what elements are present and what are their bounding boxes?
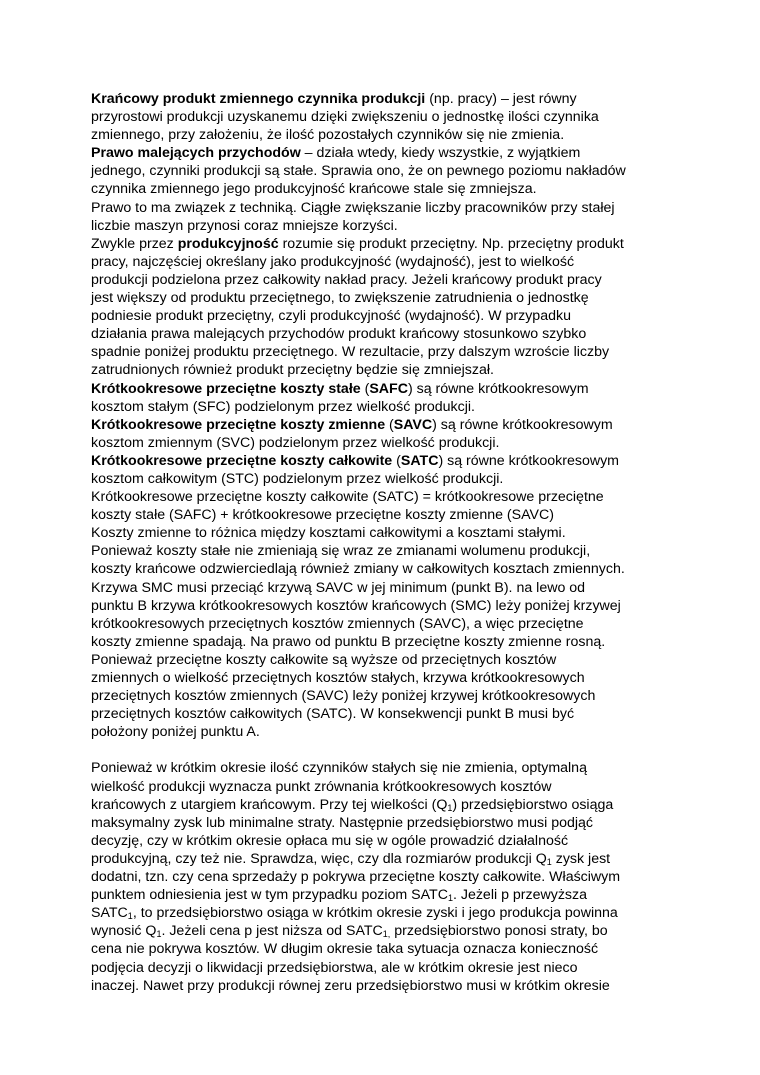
text-line xyxy=(91,307,691,325)
text-run: kosztom zmiennym (SVC) podzielonym przez wielkość produkcji. xyxy=(91,434,500,451)
text-run: działania prawa malejących przychodów produkt krańcowy stosunkowo szybko xyxy=(91,326,587,343)
text-run: Ponieważ w krótkim okresie ilość czynników stałych się nie zmienia, optymalną xyxy=(91,760,587,777)
text-line xyxy=(91,633,691,651)
bold-term: SAVC xyxy=(393,416,433,433)
text-line xyxy=(91,542,691,560)
text-run: wielkość produkcji wyznacza punkt zrównania krótkookresowych kosztów xyxy=(91,778,552,795)
text-line xyxy=(91,959,691,977)
bold-term: Krótkookresowe przeciętne koszty całkowite xyxy=(91,452,393,469)
text-line xyxy=(91,850,691,868)
text-run: przyrostowi produkcji uzyskanemu dzięki zwiększeniu o jednostkę ilości czynnika xyxy=(91,109,599,126)
subscript: 1, xyxy=(382,929,391,940)
text-line xyxy=(91,759,691,777)
subscript: 1 xyxy=(127,911,133,922)
paragraph xyxy=(91,488,691,524)
text-line xyxy=(91,506,691,524)
text-line xyxy=(91,977,691,995)
paragraph xyxy=(91,380,691,416)
text-run: pracy, najczęściej określany jako produkcyjność (wydajność), jest to wielkość xyxy=(91,253,575,270)
bold-term: SAFC xyxy=(369,380,408,397)
text-line xyxy=(91,687,691,705)
text-run: Ponieważ przeciętne koszty całkowite są wyższe od przeciętnych kosztów xyxy=(91,651,557,668)
text-line xyxy=(91,162,691,180)
text-run: jest większy od produktu przeciętnego, to zwiększenie zatrudnienia o jednostkę xyxy=(91,290,589,307)
text-line xyxy=(91,922,691,940)
text-run: przeciętnych kosztów zmiennych (SAVC) leży poniżej krzywej krótkookresowych xyxy=(91,688,596,705)
text-line xyxy=(91,524,691,542)
text-run: krańcowych z utargiem krańcowym. Przy tej wielkości (Q xyxy=(91,796,448,813)
text-line xyxy=(91,940,691,958)
text-run: decyzję, czy w krótkim okresie opłaca mu się w ogóle prowadzić działalność xyxy=(91,832,569,849)
text-run: koszty zmienne spadają. Na prawo od punktu B przeciętne koszty zmienne rosną. xyxy=(91,633,606,650)
paragraph xyxy=(91,235,691,380)
text-run: położony poniżej punktu A. xyxy=(91,724,260,741)
text-line xyxy=(91,217,691,235)
text-line xyxy=(91,560,691,578)
text-line xyxy=(91,597,691,615)
bold-term: SATC xyxy=(400,452,439,469)
text-run: , to przedsiębiorstwo osiąga w krótkim okresie zyski i jego produkcja powinna xyxy=(132,905,618,922)
text-line xyxy=(91,705,691,723)
text-line xyxy=(91,796,691,814)
text-line xyxy=(91,416,691,434)
text-line xyxy=(91,452,691,470)
text-run: podjęcia decyzji o likwidacji przedsiębiorstwa, ale w krótkim okresie jest nieco xyxy=(91,959,578,976)
paragraph xyxy=(91,144,691,198)
bold-term: Krótkookresowe przeciętne koszty stałe xyxy=(91,380,361,397)
text-run: ) są równe krótkookresowym xyxy=(438,452,620,469)
text-run: przeciętnych kosztów całkowitych (SATC). W konsekwencji punkt B musi być xyxy=(91,706,575,723)
text-run: Krótkookresowe przeciętne koszty całkowite (SATC) = krótkookresowe przeciętne xyxy=(91,489,604,506)
text-line xyxy=(91,90,691,108)
text-run: krótkookresowych przeciętnych kosztów zmiennych (SAVC), a więc przeciętne xyxy=(91,615,584,632)
subscript: 1 xyxy=(546,856,552,867)
text-run: zysk jest xyxy=(551,850,611,867)
bold-term: Krótkookresowe przeciętne koszty zmienne xyxy=(91,416,386,433)
text-run: zmiennego, przy założeniu, że ilość pozostałych czynników się nie zmienia. xyxy=(91,127,565,144)
text-run: kosztom stałym (SFC) podzielonym przez wielkość produkcji. xyxy=(91,398,475,415)
subscript: 1 xyxy=(156,929,162,940)
text-line xyxy=(91,199,691,217)
text-run: . Jeżeli p przewyższa xyxy=(452,887,588,904)
paragraph xyxy=(91,759,691,994)
text-run: jednego, czynniki produkcji są stałe. Sprawia ono, że on pewnego poziomu nakładów xyxy=(91,163,626,180)
paragraph xyxy=(91,542,691,578)
text-run: – działa wtedy, kiedy wszystkie, z wyjątkiem xyxy=(300,145,581,162)
text-line xyxy=(91,832,691,850)
text-run: ( xyxy=(360,380,370,397)
blank-line xyxy=(91,741,691,759)
text-line xyxy=(91,271,691,289)
text-line xyxy=(91,651,691,669)
text-run: rozumie się produkt przeciętny. Np. przeciętny produkt xyxy=(278,235,624,252)
text-line xyxy=(91,669,691,687)
paragraph xyxy=(91,199,691,235)
text-run: koszty stałe (SAFC) + krótkookresowe przeciętne koszty zmienne (SAVC) xyxy=(91,507,554,524)
text-line xyxy=(91,343,691,361)
text-line xyxy=(91,778,691,796)
text-run: punktem odniesienia jest w tym przypadku poziom SATC xyxy=(91,887,448,904)
paragraph xyxy=(91,452,691,488)
document-page xyxy=(91,90,691,995)
text-line xyxy=(91,235,691,253)
text-run: Koszty zmienne to różnica między kosztami całkowitymi a kosztami stałymi. xyxy=(91,525,566,542)
text-line xyxy=(91,361,691,379)
text-line xyxy=(91,434,691,452)
text-run: Zwykle przez xyxy=(91,235,178,252)
text-run: ) są równe krótkookresowym xyxy=(407,380,589,397)
text-line xyxy=(91,488,691,506)
text-run: punktu B krzywa krótkookresowych kosztów krańcowych (SMC) leży poniżej krzywej xyxy=(91,597,621,614)
subscript: 1 xyxy=(447,802,453,813)
bold-term: Krańcowy produkt zmiennego czynnika produkcji xyxy=(91,91,426,107)
text-line xyxy=(91,398,691,416)
text-line xyxy=(91,253,691,271)
text-run: cena nie pokrywa kosztów. W długim okresie taka sytuacja oznacza konieczność xyxy=(91,941,599,958)
text-line xyxy=(91,380,691,398)
paragraph xyxy=(91,90,691,144)
text-run: ( xyxy=(385,416,394,433)
text-run: (np. pracy) – jest równy xyxy=(425,91,577,107)
text-run: koszty krańcowe odzwierciedlają również zmiany w całkowitych kosztach zmiennych. xyxy=(91,561,625,578)
bold-term: produkcyjność xyxy=(177,235,279,252)
text-line xyxy=(91,108,691,126)
subscript: 1 xyxy=(447,893,453,904)
text-line xyxy=(91,886,691,904)
text-run: spadnie poniżej produktu przeciętnego. W rezultacie, przy dalszym wzroście liczby xyxy=(91,344,610,361)
text-run: zatrudnionych również produkt przeciętny będzie się zmniejszał. xyxy=(91,362,494,379)
paragraph xyxy=(91,524,691,542)
text-line xyxy=(91,180,691,198)
text-line xyxy=(91,814,691,832)
text-line xyxy=(91,289,691,307)
text-run: wynosić Q xyxy=(91,923,157,940)
paragraph xyxy=(91,416,691,452)
text-run: ) przedsiębiorstwo osiąga xyxy=(452,796,614,813)
text-run: czynnika zmiennego jego produkcyjność krańcowe stale się zmniejsza. xyxy=(91,181,537,198)
text-run: inaczej. Nawet przy produkcji równej zeru przedsiębiorstwo musi w krótkim okresie xyxy=(91,977,610,994)
text-line xyxy=(91,144,691,162)
text-run: ) są równe krótkookresowym xyxy=(432,416,613,433)
text-line xyxy=(91,904,691,922)
text-line xyxy=(91,325,691,343)
paragraph xyxy=(91,579,691,651)
text-run: zmiennych o wielkość przeciętnych kosztów stałych, krzywa krótkookresowych xyxy=(91,670,585,686)
text-run: maksymalny zysk lub minimalne straty. Następnie przedsiębiorstwo musi podjąć xyxy=(91,814,594,831)
text-run: SATC xyxy=(91,905,128,922)
text-run: podniesie produkt przeciętny, czyli produkcyjność (wydajność). W przypadku xyxy=(91,308,571,325)
text-run: przedsiębiorstwo ponosi straty, bo xyxy=(390,923,608,940)
text-run: produkcji podzielona przez całkowity nakład pracy. Jeżeli krańcowy produkt pracy xyxy=(91,271,602,288)
text-run: kosztom całkowitym (STC) podzielonym przez wielkość produkcji. xyxy=(91,470,504,487)
text-run: Krzywa SMC musi przeciąć krzywą SAVC w jej minimum (punkt B). na lewo od xyxy=(91,579,586,596)
text-run: ( xyxy=(392,452,401,469)
text-run: . Jeżeli cena p jest niższa od SATC xyxy=(161,923,383,940)
text-run: dodatni, tzn. czy cena sprzedaży p pokrywa przeciętne koszty całkowite. Właściwym xyxy=(91,869,621,886)
text-run: produkcyjną, czy też nie. Sprawdza, więc, czy dla rozmiarów produkcji Q xyxy=(91,850,547,867)
text-run: Prawo to ma związek z techniką. Ciągłe zwiększanie liczby pracowników przy stałej xyxy=(91,199,615,216)
text-line xyxy=(91,615,691,633)
text-run: Ponieważ koszty stałe nie zmieniają się wraz ze zmianami wolumenu produkcji, xyxy=(91,543,591,560)
bold-term: Prawo malejących przychodów xyxy=(91,145,301,162)
text-line xyxy=(91,579,691,597)
paragraph xyxy=(91,651,691,741)
text-line xyxy=(91,868,691,886)
text-line xyxy=(91,126,691,144)
text-line xyxy=(91,470,691,488)
text-run: liczbie maszyn przynosi coraz mniejsze korzyści. xyxy=(91,217,398,234)
text-line xyxy=(91,723,691,741)
